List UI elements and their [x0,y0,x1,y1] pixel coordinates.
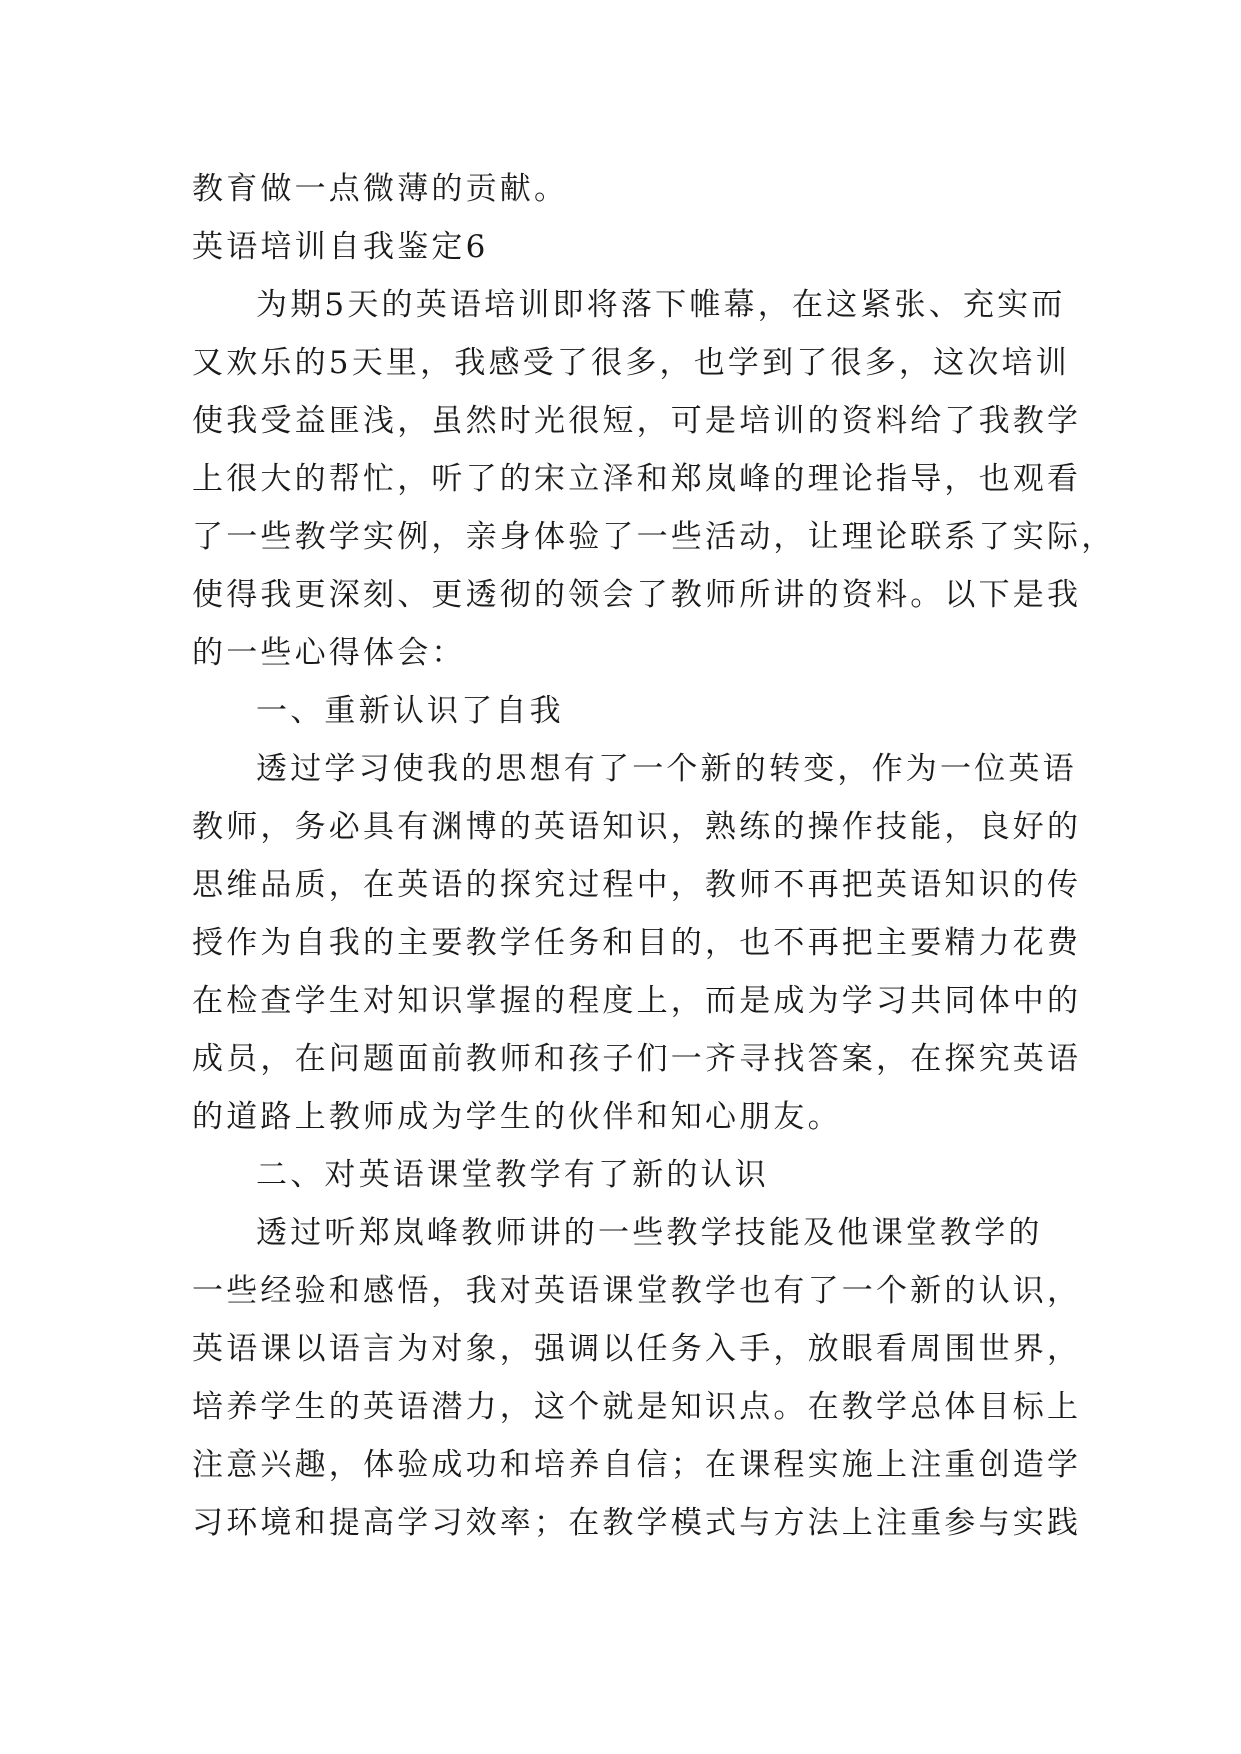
text-line: 一些经验和感悟，我对英语课堂教学也有了一个新的认识， [192,1273,1082,1309]
text-line: 的一些心得体会： [192,635,466,671]
text-line: 使得我更深刻、更透彻的领会了教师所讲的资料。以下是我 [192,577,1082,613]
text-line: 思维品质，在英语的探究过程中，教师不再把英语知识的传 [192,867,1082,903]
text-line: 一、重新认识了自我 [256,693,564,729]
text-line: 成员，在问题面前教师和孩子们一齐寻找答案，在探究英语 [192,1041,1082,1077]
section-heading: 英语培训自我鉴定6 [192,229,489,265]
text-line: 授作为自我的主要教学任务和目的，也不再把主要精力花费 [192,925,1082,961]
text-line: 透过听郑岚峰教师讲的一些教学技能及他课堂教学的 [256,1215,1043,1251]
text-line: 又欢乐的5天里，我感受了很多，也学到了很多，这次培训 [192,345,1070,381]
text-line: 注意兴趣，体验成功和培养自信；在课程实施上注重创造学 [192,1447,1082,1483]
text-line: 透过学习使我的思想有了一个新的转变，作为一位英语 [256,751,1077,787]
text-line: 教师，务必具有渊博的英语知识，熟练的操作技能，良好的 [192,809,1082,845]
text-line: 教育做一点微薄的贡献。 [192,171,569,207]
text-line: 二、对英语课堂教学有了新的认识 [256,1157,769,1193]
text-line: 使我受益匪浅，虽然时光很短，可是培训的资料给了我教学 [192,403,1082,439]
text-line: 习环境和提高学习效率；在教学模式与方法上注重参与实践 [192,1505,1082,1541]
text-line: 为期5天的英语培训即将落下帷幕，在这紧张、充实而 [256,287,1066,323]
text-line: 英语课以语言为对象，强调以任务入手，放眼看周围世界， [192,1331,1082,1367]
text-line: 培养学生的英语潜力，这个就是知识点。在教学总体目标上 [192,1389,1082,1425]
text-line: 的道路上教师成为学生的伙伴和知心朋友。 [192,1099,842,1135]
document-body [192,160,1116,1552]
text-line: 了一些教学实例，亲身体验了一些活动，让理论联系了实际， [192,519,1116,555]
text-line: 在检查学生对知识掌握的程度上，而是成为学习共同体中的 [192,983,1082,1019]
text-line: 上很大的帮忙，听了的宋立泽和郑岚峰的理论指导，也观看 [192,461,1082,497]
